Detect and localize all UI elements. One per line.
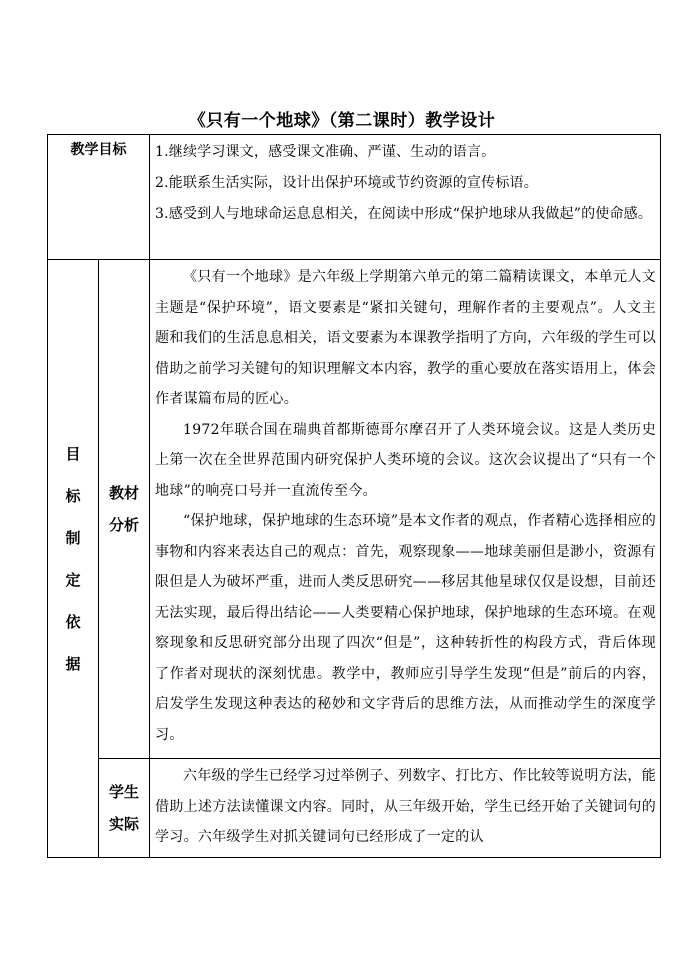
goals-header: 教学目标 [70, 142, 127, 158]
students-label-cell [99, 759, 150, 858]
goal-item-3: 3.感受到人与地球命运息息相关，在阅读中形成“保护地球从我做起”的使命感。 [155, 206, 653, 222]
students-text [150, 759, 660, 857]
students-paragraph: 六年级的学生已经学习过举例子、列数字、打比方、作比较等说明方法，能借助上述方法读懂课文内容。同时，从三年级开始，学生已经开始了关键词句的学习。六年级学生对抓关键词句已经形成了一定的认 [155, 768, 656, 845]
goal-item-1: 1.继续学习课文，感受课文准确、严谨、生动的语言。 [155, 144, 496, 160]
material-content-cell [150, 260, 661, 759]
goals-list [150, 135, 660, 259]
students-content-cell [150, 759, 661, 858]
students-label-line-2: 实际 [108, 815, 139, 833]
basis-header-cell [48, 260, 99, 858]
material-paragraph-1: 《只有一个地球》是六年级上学期第六单元的第二篇精读课文，本单元人文主题是“保护环境”，语文要素是“紧扣关键句，理解作者的主要观点”。人文主题和我们的生活息息相关，语文要素为本课教学指明了方向，六年级的学生可以借助之前学习关键句的知识理解文本内容，教学的重心要放在落实语用上，体会作者谋篇布局的匠心。 [155, 269, 656, 407]
goals-row [48, 135, 661, 260]
material-label-line-2: 分析 [108, 516, 139, 534]
basis-char-3: 制 [65, 528, 81, 547]
material-row [48, 260, 661, 759]
students-row [48, 759, 661, 858]
basis-char-2: 标 [65, 486, 81, 505]
material-paragraph-2: 1972年联合国在瑞典首都斯德哥尔摩召开了人类环境会议。这是人类历史上第一次在全世界范围内研究保护人类环境的会议。这次会议提出了“只有一个地球”的响亮口号并一直流传至今。 [155, 421, 656, 499]
material-label-cell [99, 260, 150, 759]
basis-char-1: 目 [65, 444, 81, 463]
basis-char-5: 依 [65, 612, 81, 631]
goal-item-2: 2.能联系生活实际，设计出保护环境或节约资源的宣传标语。 [155, 175, 538, 191]
students-label-line-1: 学生 [108, 783, 139, 801]
material-label-line-1: 教材 [108, 484, 139, 502]
basis-char-6: 据 [65, 654, 81, 673]
goals-header-cell [48, 135, 150, 260]
document-title: 《只有一个地球》（第二课时）教学设计 [188, 111, 496, 131]
basis-char-4: 定 [65, 570, 81, 589]
material-text [150, 260, 660, 758]
goals-content-cell [150, 135, 661, 260]
material-paragraph-3: “保护地球，保护地球的生态环境”是本文作者的观点，作者精心选择相应的事物和内容来表达自己的观点：首先，观察现象——地球美丽但是渺小，资源有限但是人为破坏严重，进而人类反思研究——移居其他星球仅仅是设想，目前还无法实现，最后得出结论——人类要精心保护地球，保护地球的生态环境。在观察现象和反思研究部分出现了四次“但是”，这种转折性的构段方式，背后体现了作者对现状的深刻忧患。教学中，教师应引导学生发现“但是”前后的内容，启发学生发现这种表达的秘妙和文字背后的思维方法，从而推动学生的深度学习。 [155, 513, 656, 743]
lesson-plan-table [47, 134, 661, 858]
